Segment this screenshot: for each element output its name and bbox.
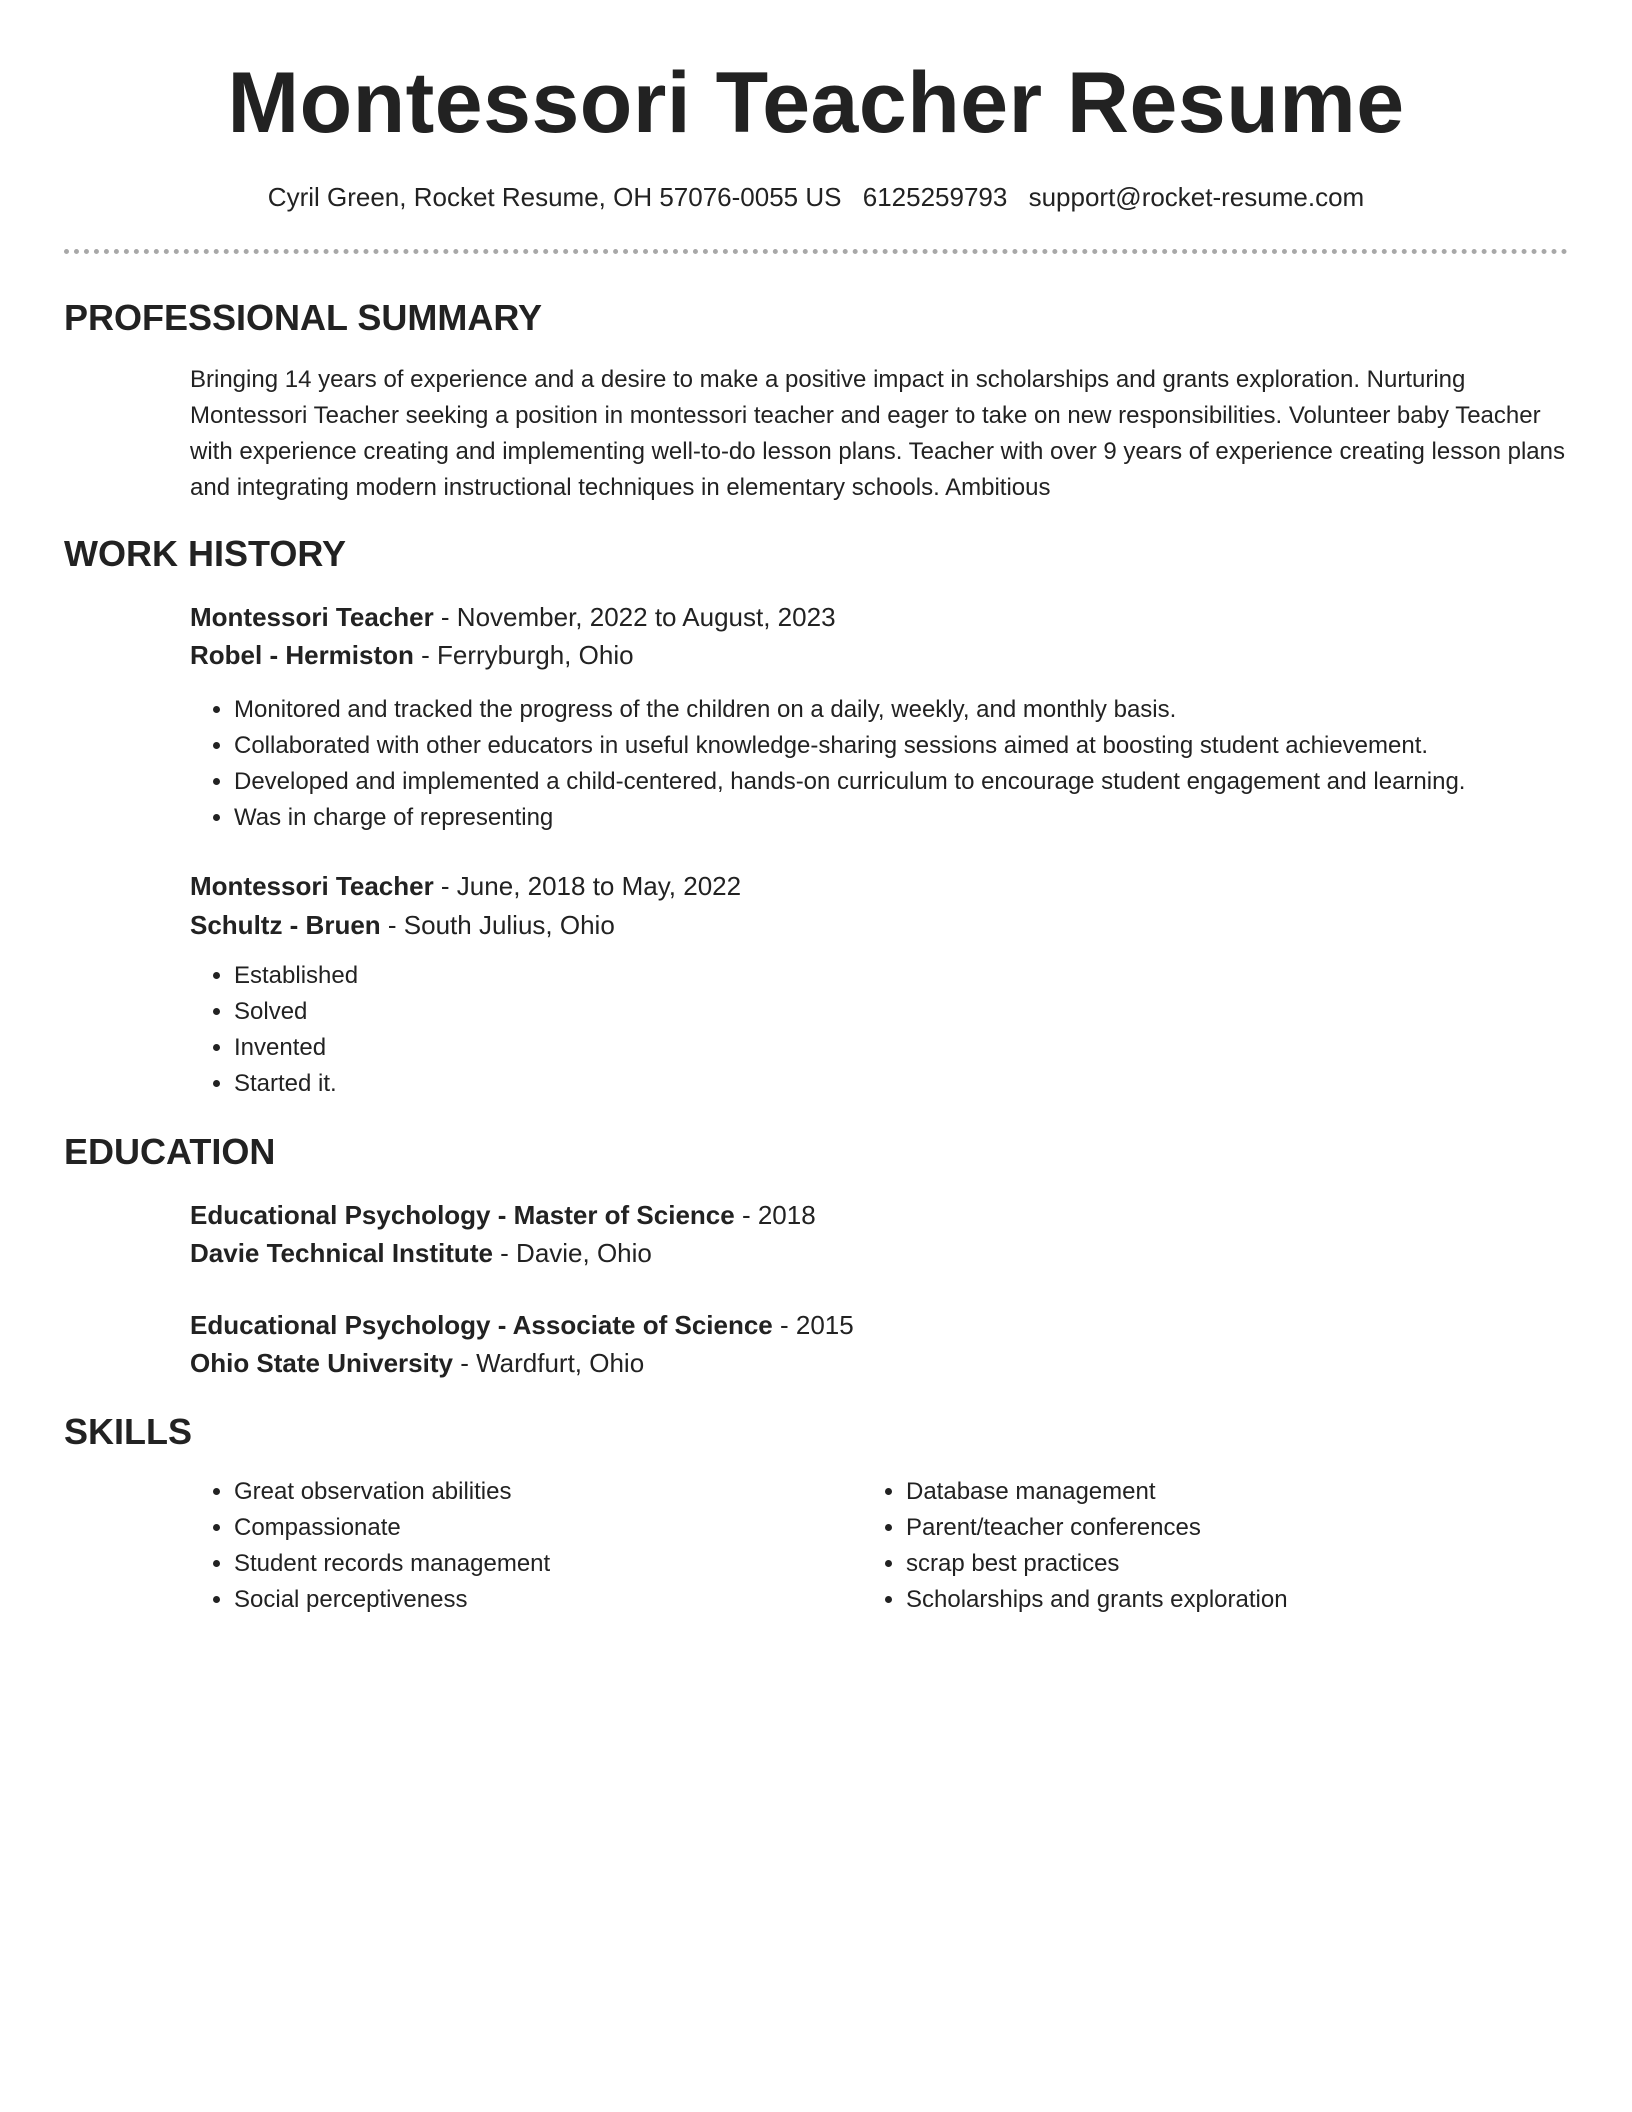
list-item: • Social perceptiveness bbox=[234, 1582, 854, 1618]
job-title-line bbox=[190, 866, 1575, 906]
list-item: • Was in charge of representing bbox=[234, 800, 1619, 836]
contact-line bbox=[0, 181, 1632, 215]
school: Davie Technical Institute bbox=[190, 1238, 493, 1268]
resume-title: Montessori Teacher Resume bbox=[227, 55, 1405, 151]
job-entry-2 bbox=[190, 866, 1575, 944]
work-history-heading: WORK HISTORY bbox=[64, 533, 347, 574]
list-item: • Developed and implemented a child-centered, hands-on curriculum to encourage student engagement and learning. bbox=[234, 764, 1619, 800]
job-dates: - November, 2022 to August, 2023 bbox=[433, 602, 836, 632]
degree: Educational Psychology - Associate of Science bbox=[190, 1310, 773, 1340]
list-item: • Solved bbox=[234, 994, 1619, 1030]
education-entry-2 bbox=[190, 1306, 1575, 1382]
list-item: • Invented bbox=[234, 1030, 1619, 1066]
school: Ohio State University bbox=[190, 1348, 453, 1378]
list-item: • Parent/teacher conferences bbox=[906, 1510, 1526, 1546]
summary-text: Bringing 14 years of experience and a desire to make a positive impact in scholarships and grants exploration. Nurturing Montessori Teacher seeking a position in montessori teacher and eager to take on new responsibilities. Volunteer baby Teacher with experience creating and implementing well-to-do lesson plans. Teacher with over 9 years of experience creating lesson plans and integrating modern instructional techniques in elementary schools. Ambitious bbox=[190, 366, 1565, 501]
list-item: • Database management bbox=[906, 1474, 1526, 1510]
degree-line bbox=[190, 1306, 1575, 1344]
job-employer: Schultz - Bruen bbox=[190, 910, 381, 940]
list-item: • Collaborated with other educators in useful knowledge-sharing sessions aimed at boosting student achievement. bbox=[234, 728, 1619, 764]
contact-email: support@rocket-resume.com bbox=[1028, 182, 1365, 212]
contact-address: Cyril Green, Rocket Resume, OH 57076-0055 US bbox=[267, 182, 842, 212]
school-location: - Wardfurt, Ohio bbox=[452, 1348, 645, 1378]
skills-list-right bbox=[862, 1474, 1526, 1618]
header-divider bbox=[64, 249, 1568, 254]
skills-heading: SKILLS bbox=[64, 1411, 193, 1452]
list-item: • Scholarships and grants exploration bbox=[906, 1582, 1526, 1618]
job-title: Montessori Teacher bbox=[190, 871, 434, 901]
list-item: • Great observation abilities bbox=[234, 1474, 854, 1510]
school-location: - Davie, Ohio bbox=[492, 1238, 652, 1268]
education-entry-1 bbox=[190, 1196, 1575, 1272]
job-2-bullets bbox=[190, 958, 1619, 1102]
degree: Educational Psychology - Master of Science bbox=[190, 1200, 735, 1230]
list-item: • Compassionate bbox=[234, 1510, 854, 1546]
job-title: Montessori Teacher bbox=[190, 602, 434, 632]
list-item: • Started it. bbox=[234, 1066, 1619, 1102]
list-item: • scrap best practices bbox=[906, 1546, 1526, 1582]
job-entry-1 bbox=[190, 598, 1575, 674]
job-employer-line bbox=[190, 906, 1575, 944]
job-dates: - June, 2018 to May, 2022 bbox=[433, 871, 742, 901]
list-item: • Established bbox=[234, 958, 1619, 994]
job-location: - Ferryburgh, Ohio bbox=[413, 640, 634, 670]
contact-phone: 6125259793 bbox=[862, 182, 1008, 212]
job-employer-line bbox=[190, 636, 1575, 674]
list-item: • Monitored and tracked the progress of the children on a daily, weekly, and monthly basis. bbox=[234, 692, 1619, 728]
job-location: - South Julius, Ohio bbox=[380, 910, 615, 940]
education-heading: EDUCATION bbox=[64, 1131, 276, 1172]
school-line bbox=[190, 1234, 1575, 1272]
job-title-line bbox=[190, 598, 1575, 636]
school-line bbox=[190, 1344, 1575, 1382]
list-item: • Student records management bbox=[234, 1546, 854, 1582]
skills-list-left bbox=[190, 1474, 854, 1618]
degree-line bbox=[190, 1196, 1575, 1234]
degree-year: - 2015 bbox=[772, 1310, 854, 1340]
job-1-bullets bbox=[190, 692, 1619, 836]
job-employer: Robel - Hermiston bbox=[190, 640, 414, 670]
degree-year: - 2018 bbox=[734, 1200, 816, 1230]
summary-heading: PROFESSIONAL SUMMARY bbox=[64, 297, 543, 338]
